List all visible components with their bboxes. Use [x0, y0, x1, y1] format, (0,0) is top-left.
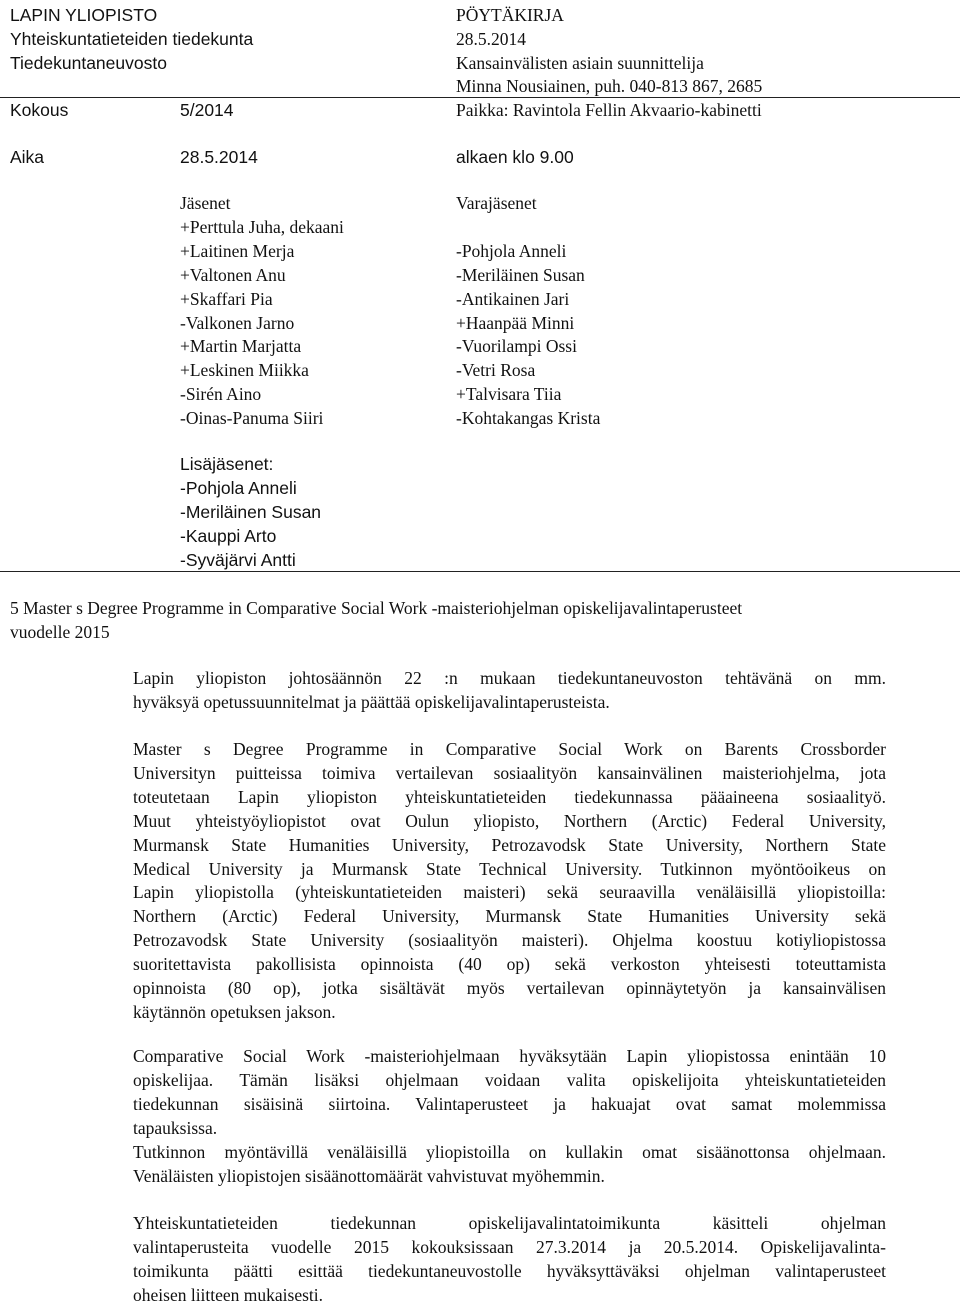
item-heading-continued: vuodelle 2015	[10, 622, 110, 642]
paragraph-line: valintaperusteita vuodelle 2015 kokouksissaan 27.3.2014 ja 20.5.2014. Opiskelijavalinta-	[133, 1236, 886, 1257]
paragraph-line: hyväksyä opetussuunnitelmat ja päättää opiskelijavalintaperusteista.	[133, 691, 610, 712]
paragraph-line: Venäläisten yliopistojen sisäänottomäärät vahvistuvat myöhemmin.	[133, 1165, 605, 1186]
deputy-item: +Haanpää Minni	[456, 312, 575, 333]
paragraph-line: Tutkinnon myöntävillä venäläisillä yliopistoilla on kullakin omat sisäänottonsa ohjelmaan.	[133, 1141, 886, 1162]
member-item: +Valtonen Anu	[180, 264, 286, 285]
member-item: +Skaffari Pia	[180, 288, 273, 309]
members-title: Jäsenet	[180, 193, 231, 213]
author-contact: Minna Nousiainen, puh. 040-813 867, 2685	[456, 76, 763, 96]
paragraph-line: käytännön opetuksen jakson.	[133, 1001, 336, 1022]
paragraph-line: Petrozavodsk State University (sosiaalityön maisteri). Ohjelma koostuu kotiyliopistossa	[133, 930, 886, 951]
deputy-item: -Vuorilampi Ossi	[456, 336, 577, 357]
paragraph-line: Yhteiskuntatieteiden tiedekunnan opiskelijavalintatoimikunta käsitteli ohjelman	[133, 1213, 886, 1233]
meeting-place: Paikka: Ravintola Fellin Akvaario-kabinetti	[456, 100, 762, 120]
paragraph-line: Medical University ja Murmansk State Technical University. Tutkinnon myöntöoikeus on	[133, 858, 886, 879]
deputy-item: -Vetri Rosa	[456, 360, 536, 381]
council-name: Tiedekuntaneuvosto	[10, 53, 167, 73]
extra-member-item: -Pohjola Anneli	[180, 477, 297, 498]
deputy-item: -Kohtakangas Krista	[456, 408, 601, 429]
paragraph-line: Comparative Social Work -maisteriohjelmaan hyväksytään Lapin yliopistossa enintään 10	[133, 1046, 886, 1066]
extra-members-title: Lisäjäsenet:	[180, 454, 274, 474]
paragraph-line: oheisen liitteen mukaisesti.	[133, 1284, 324, 1305]
members-column	[180, 192, 344, 431]
paragraph-line: opinnoista (80 op), jotka sisältävät myös vertailevan opinnäytetyön ja kansainvälisen	[133, 978, 886, 999]
member-item: -Sirén Aino	[180, 384, 262, 405]
document-date: 28.5.2014	[456, 29, 526, 49]
member-item: +Martin Marjatta	[180, 336, 302, 357]
deputy-item: -Antikainen Jari	[456, 288, 570, 309]
paragraph-line: suoritettavista pakollisista opinnoista (40 op) sekä verkoston yhteisesti toteuttamista	[133, 954, 886, 975]
extra-members-column	[180, 453, 321, 573]
extra-member-item: -Kauppi Arto	[180, 525, 277, 546]
deputies-column	[456, 192, 600, 431]
extra-member-item: -Syväjärvi Antti	[180, 549, 296, 570]
member-item: +Perttula Juha, dekaani	[180, 216, 344, 237]
member-item: -Valkonen Jarno	[180, 312, 295, 333]
time-label: Aika	[10, 147, 45, 167]
author-title: Kansainvälisten asiain suunnittelija	[456, 53, 704, 73]
paragraph-line: tiedekunnan sisäisinä siirtoina. Valintaperusteet ja hakuajat ovat samat molemmissa	[133, 1093, 886, 1114]
paragraph-line: opiskelijaa. Tämän lisäksi ohjelmaan voidaan valita opiskelijoita yhteiskuntatieteiden	[133, 1069, 886, 1090]
meeting-start-time: alkaen klo 9.00	[456, 147, 574, 167]
deputy-item: -Meriläinen Susan	[456, 264, 585, 285]
section-divider	[0, 571, 960, 572]
paragraph-line: Universityn puitteissa toimiva vertailevan sosiaalityön kansainvälinen maisteriohjelma, jota	[133, 762, 886, 783]
item-heading: 5 Master s Degree Programme in Comparative Social Work -maisteriohjelman opiskelijavalintaperusteet	[10, 598, 743, 618]
member-item: +Laitinen Merja	[180, 240, 295, 261]
member-item: -Oinas-Panuma Siiri	[180, 408, 324, 429]
meeting-date: 28.5.2014	[180, 147, 258, 167]
member-item: +Leskinen Miikka	[180, 360, 309, 381]
paragraph-committee-decision	[133, 1212, 886, 1308]
faculty-name: Yhteiskuntatieteiden tiedekunta	[10, 29, 254, 49]
meeting-number: 5/2014	[180, 100, 234, 120]
deputy-item: +Talvisara Tiia	[456, 384, 562, 405]
spacer	[456, 216, 600, 240]
paragraph-line: tapauksissa.	[133, 1117, 218, 1138]
meeting-label: Kokous	[10, 100, 69, 120]
university-name: LAPIN YLIOPISTO	[10, 5, 158, 25]
paragraph-programme-description	[133, 738, 886, 1025]
paragraph-legal-basis	[133, 667, 886, 715]
paragraph-line: Master s Degree Programme in Comparative Social Work on Barents Crossborder	[133, 739, 886, 759]
paragraph-line: Murmansk State Humanities University, Petrozavodsk State University, Northern State	[133, 834, 886, 855]
paragraph-line: Lapin yliopistolla (yhteiskuntatieteiden maisteri) sekä seuraavilla venäläisillä yliopistoilla:	[133, 882, 886, 903]
paragraph-line: Northern (Arctic) Federal University, Murmansk State Humanities University sekä	[133, 906, 886, 927]
paragraph-line: toteutetaan Lapin yliopiston yhteiskuntatieteiden tiedekunnassa pääaineena sosiaalityö.	[133, 786, 886, 807]
document-type: PÖYTÄKIRJA	[456, 5, 564, 25]
deputies-title: Varajäsenet	[456, 193, 537, 213]
paragraph-line: Muut yhteistyöyliopistot ovat Oulun yliopisto, Northern (Arctic) Federal University,	[133, 810, 886, 831]
deputy-item: -Pohjola Anneli	[456, 240, 567, 261]
paragraph-line: toimikunta päätti esittää tiedekuntaneuvostolle hyväksyttäväksi ohjelman valintaperusteet	[133, 1260, 886, 1281]
extra-member-item: -Meriläinen Susan	[180, 501, 322, 522]
paragraph-admission-quota	[133, 1045, 886, 1188]
paragraph-line: Lapin yliopiston johtosäännön 22 :n mukaan tiedekuntaneuvoston tehtävänä on mm.	[133, 668, 886, 688]
